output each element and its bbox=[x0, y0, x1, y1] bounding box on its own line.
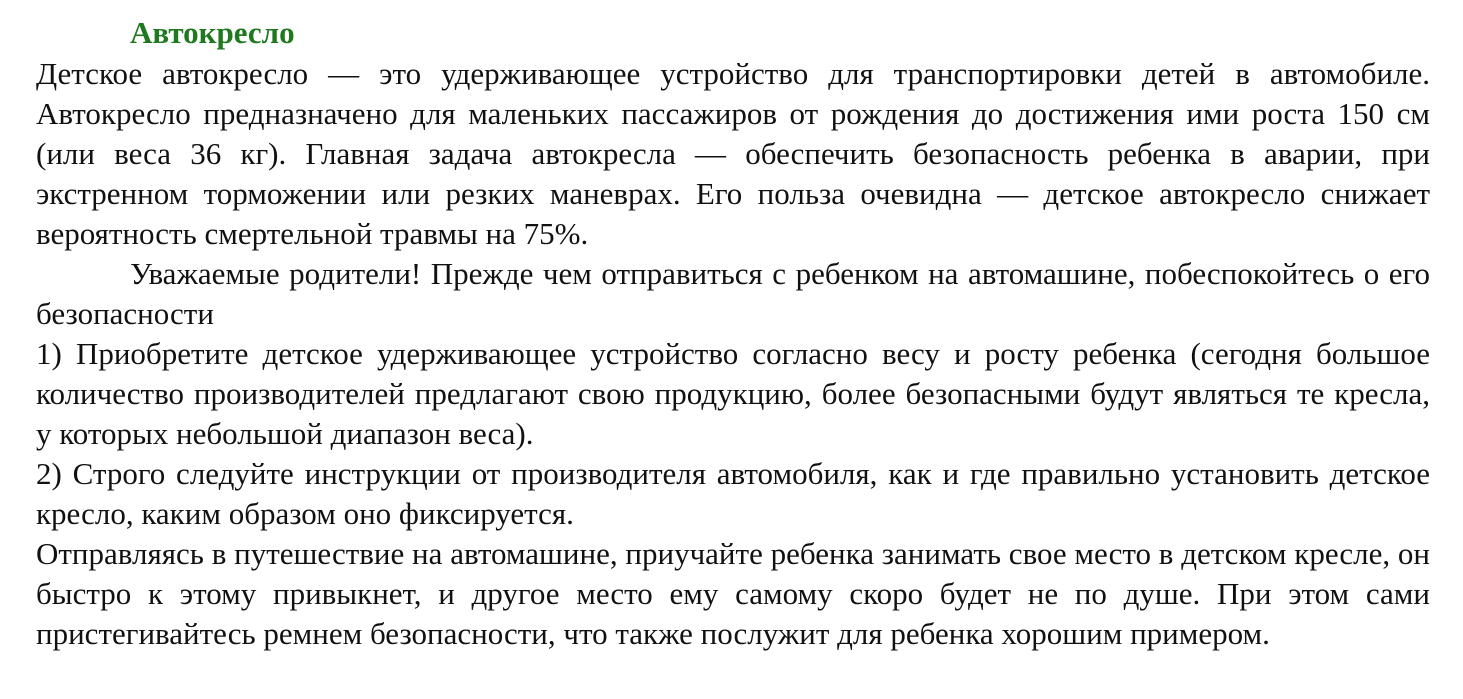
paragraph-item-1: 1) Приобретите детское удерживающее устройство согласно весу и росту ребенка (сегодня большое количество производителей предлагают свою продукцию, более безопасными будут являться те кресла, у которых небольшой диапазон веса). bbox=[36, 336, 1430, 451]
paragraph-advice: Отправляясь в путешествие на автомашине, приучайте ребенка занимать свое место в детском кресле, он быстро к этому привыкнет, и другое место ему самому скоро будет не по душе. При этом сами пристегивайтесь ремнем безопасности, что также послужит для ребенка хорошим примером. bbox=[36, 536, 1430, 651]
paragraph-appeal: Уважаемые родители! Прежде чем отправиться с ребенком на автомашине, побеспокойтесь о его безопасности bbox=[36, 256, 1430, 331]
document-title: Автокресло bbox=[130, 15, 295, 50]
document bbox=[36, 12, 1430, 654]
paragraph-intro: Детское автокресло — это удерживающее устройство для транспортировки детей в автомобиле. Автокресло предназначено для маленьких пассажиров от рождения до достижения ими роста 150 см (или веса 36 кг). Главная задача автокресла — обеспечить безопасность ребенка в аварии, при экстренном торможении или резких маневрах. Его польза очевидна — детское автокресло снижает вероятность смертельной травмы на 75%. bbox=[36, 56, 1430, 251]
paragraph-item-2: 2) Строго следуйте инструкции от производителя автомобиля, как и где правильно установить детское кресло, каким образом оно фиксируется. bbox=[36, 456, 1430, 531]
